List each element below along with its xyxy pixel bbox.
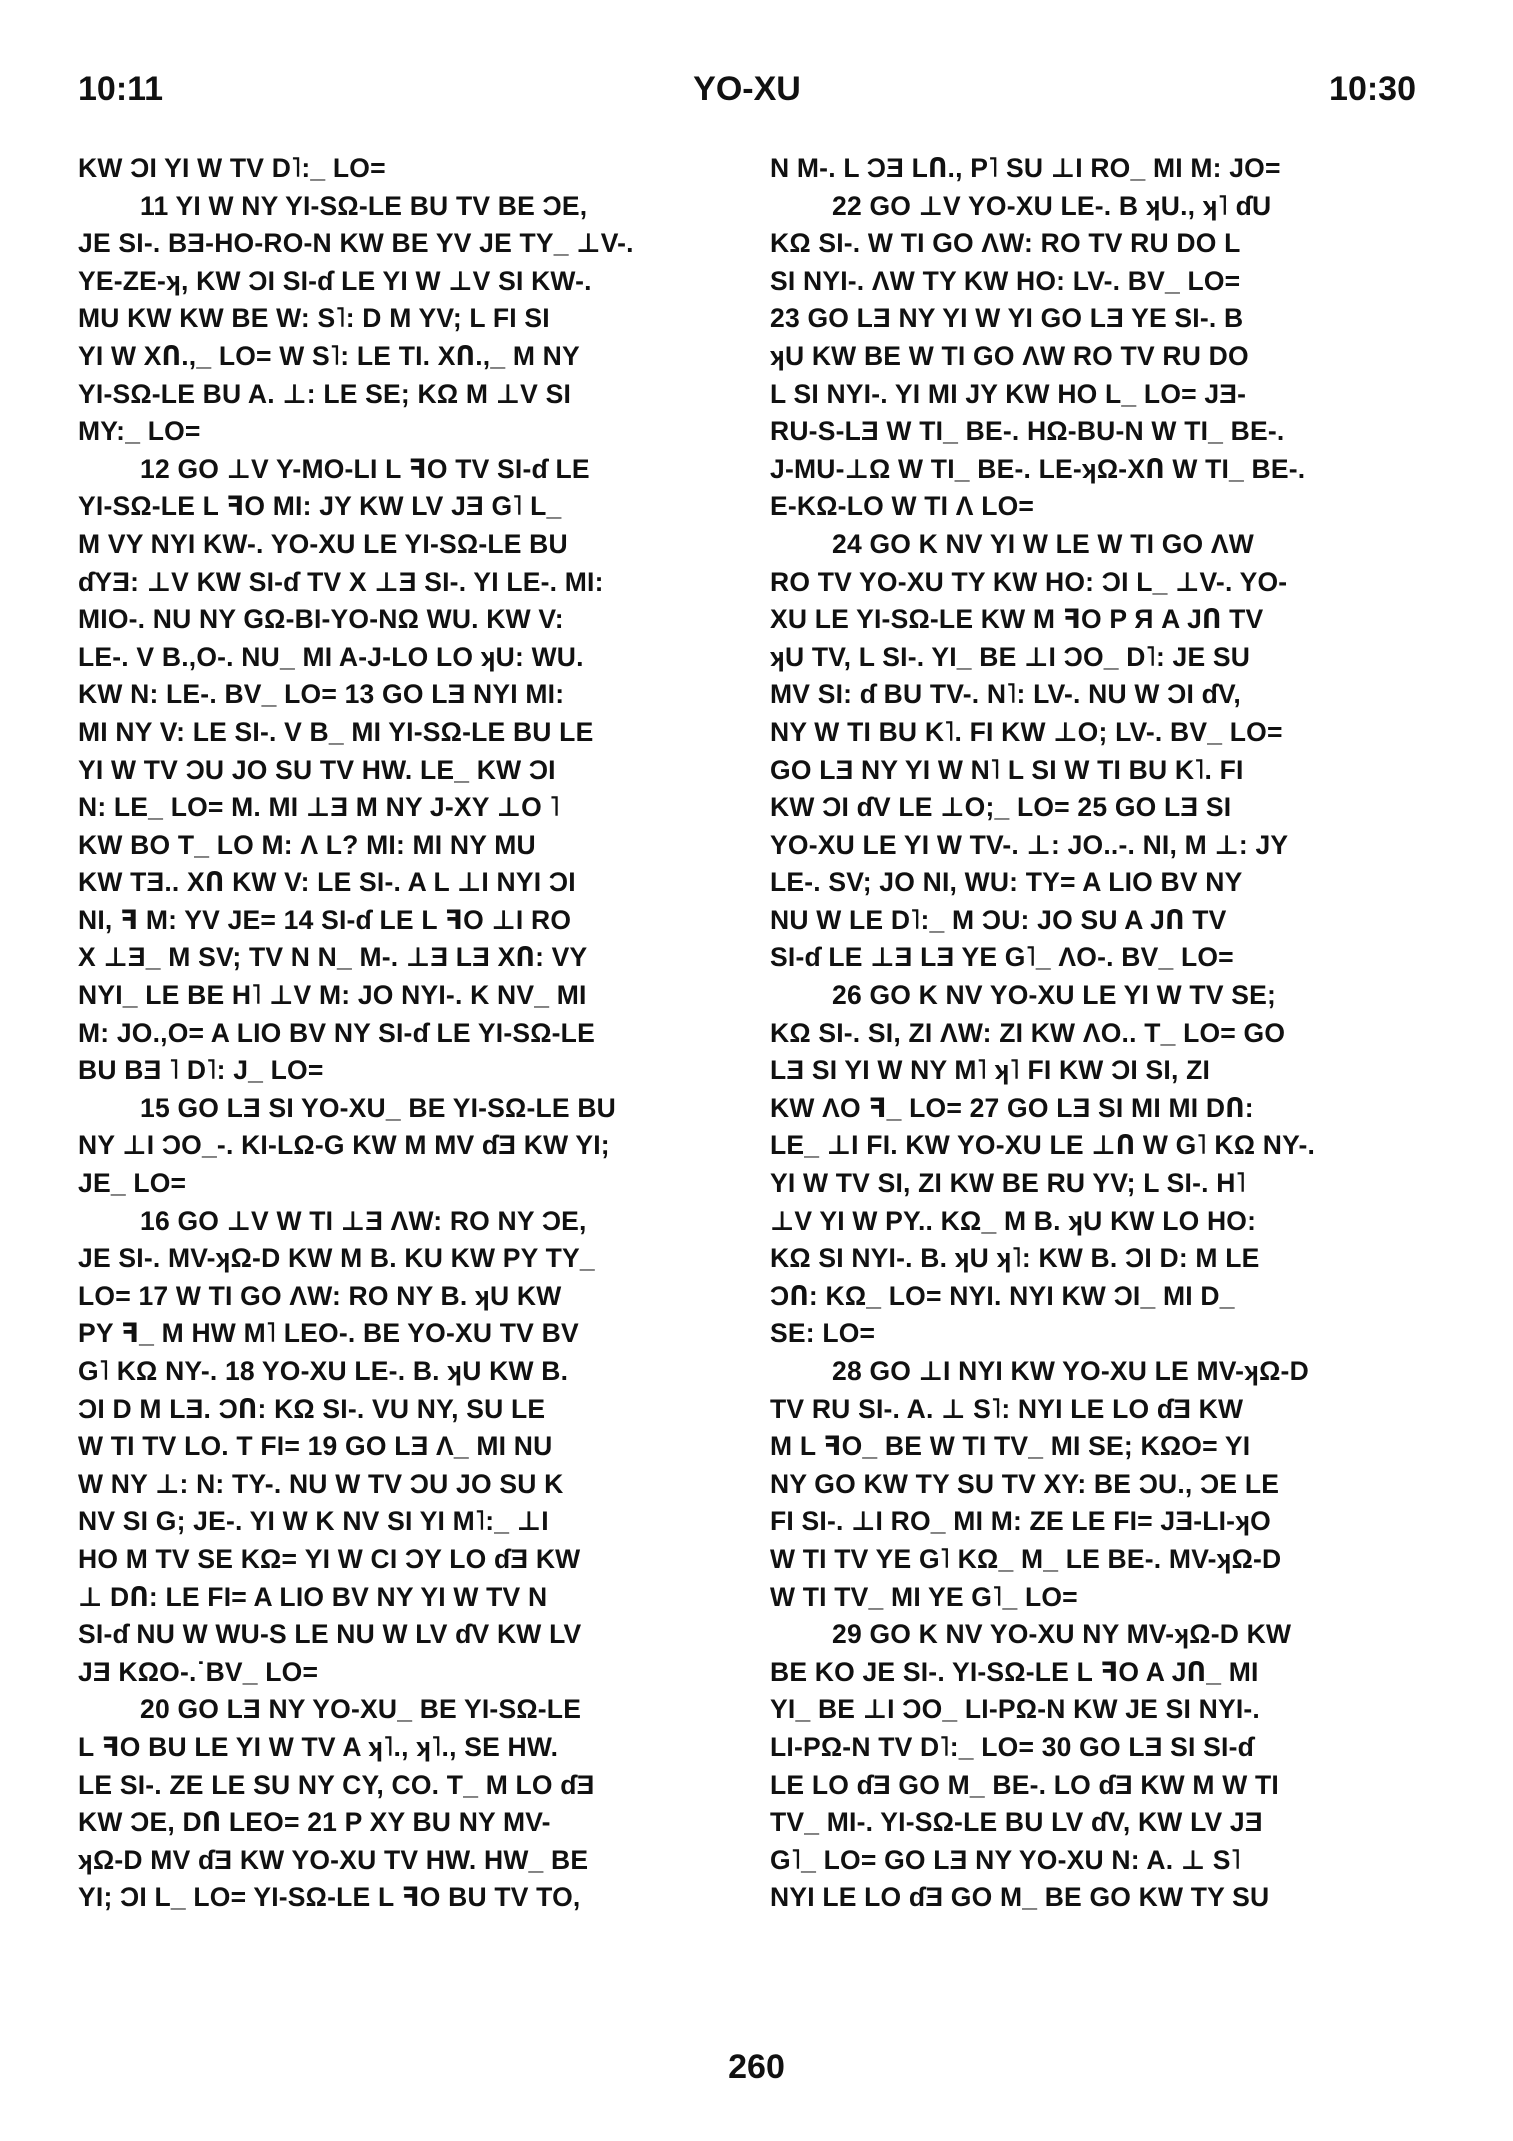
text-line: LO= 17 W TI GO ΛW: RO NY B. ʞU KW — [78, 1280, 562, 1311]
text-line: LE_ ⊥I FI. KW YO-XU LE ⊥Ո W G˥ KΩ NY-. — [770, 1130, 1316, 1161]
text-line: JE SI-. MV-ʞΩ-D KW M B. KU KW PY TY_ — [78, 1243, 595, 1274]
text-line: ⊥V YI W PY.. KΩ_ M B. ʞU KW LO HO: — [770, 1205, 1257, 1236]
text-line: G˥ KΩ NY-. 18 YO-XU LE-. B. ʞU KW B. — [78, 1356, 569, 1386]
text-line: KW BO T_ LO M: Λ L? MI: MI NY MU — [78, 829, 536, 860]
text-line: KΩ SI NYI-. B. ʞU ʞ˥: KW B. ƆI D: M LE — [770, 1243, 1260, 1274]
text-line: YI; ƆI L_ LO= YI-SΩ-LE L ꟻO BU TV TO, — [78, 1882, 581, 1913]
text-line: N M-. L ƆƎ LՈ., P˥ SU ⊥I RO_ MI M: JO= — [770, 153, 1281, 183]
text-line: NY GO KW TY SU TV XY: BE ƆU., ƆE LE — [770, 1468, 1280, 1499]
text-line: KW ƆE, DՈ LEO= 21 P XY BU NY MV- — [78, 1807, 551, 1838]
text-line: ʞΩ-D MV ɗƎ KW YO-XU TV HW. HW_ BE — [78, 1844, 589, 1875]
text-line: YE-ZE-ʞ, KW ƆI SI-ɗ LE YI W ⊥V SI KW-. — [78, 265, 592, 296]
text-line: KW ƆI YI W TV D˥:_ LO= — [78, 153, 386, 183]
text-line: RO TV YO-XU TY KW HO: ƆI L_ ⊥V-. YO- — [770, 566, 1288, 597]
text-line: LE SI-. ZE LE SU NY CY, CO. T_ M LO ɗƎ — [78, 1769, 595, 1800]
text-line: XU LE YI-SΩ-LE KW M ꟻO P Я A JՈ TV — [770, 604, 1264, 635]
text-line: MU KW KW BE W: S˥: D M YV; L FI SI — [78, 303, 550, 334]
left-text-column — [78, 150, 726, 1917]
text-line: ƆՈ: KΩ_ LO= NYI. NYI KW ƆI_ MI D_ — [770, 1280, 1235, 1311]
text-line: L ꟻO BU LE YI W TV A ʞ˥., ʞ˥., SE HW. — [78, 1731, 559, 1762]
text-line: MI NY V: LE SI-. V B_ MI YI-SΩ-LE BU LE — [78, 716, 594, 747]
text-line: SI NYI-. ΛW TY KW HO: LV-. BV_ LO= — [770, 265, 1241, 296]
text-line: KW ΛO ꟻ_ LO= 27 GO LƎ SI MI MI DՈ: — [770, 1092, 1254, 1123]
text-line: N: LE_ LO= M. MI ⊥Ǝ M NY J-XY ⊥O ˥ — [78, 792, 560, 823]
text-line: NI, ꟻ M: YV JE= 14 SI-ɗ LE L ꟻO ⊥I RO — [78, 904, 572, 935]
text-line: 24 GO K NV YI W LE W TI GO ΛW — [832, 528, 1254, 559]
text-line: BU BƎ ˥ D˥: J_ LO= — [78, 1055, 324, 1086]
text-line: L SI NYI-. YI MI JY KW HO L_ LO= JƎ- — [770, 378, 1247, 409]
text-line: ɗYƎ: ⊥V KW SI-ɗ TV X ⊥Ǝ SI-. YI LE-. MI: — [78, 566, 604, 597]
text-line: TV_ MI-. YI-SΩ-LE BU LV ɗV, KW LV JƎ — [770, 1807, 1263, 1838]
right-text-column — [770, 150, 1418, 1917]
text-line: YI W XՈ.,_ LO= W S˥: LE TI. XՈ.,_ M NY — [78, 340, 580, 371]
text-line: LE-. V B.,O-. NU_ MI A-J-LO LO ʞU: WU. — [78, 641, 584, 672]
text-line: NV SI G; JE-. YI W K NV SI YI M˥:_ ⊥I — [78, 1506, 549, 1537]
text-line: 22 GO ⊥V YO-XU LE-. B ʞU., ʞ˥ ɗU — [832, 190, 1272, 221]
text-line: 23 GO LƎ NY YI W YI GO LƎ YE SI-. B — [770, 303, 1244, 334]
text-line: X ⊥Ǝ_ M SV; TV N N_ M-. ⊥Ǝ LƎ XՈ: VY — [78, 942, 588, 973]
text-line: G˥_ LO= GO LƎ NY YO-XU N: A. ⊥ S˥ — [770, 1844, 1242, 1875]
text-line: W NY ⊥: N: TY-. NU W TV ƆU JO SU K — [78, 1468, 564, 1499]
text-line: W TI TV_ MI YE G˥_ LO= — [770, 1581, 1078, 1612]
text-line: ⊥ DՈ: LE FI= A LIO BV NY YI W TV N — [78, 1581, 548, 1612]
text-line: GO LƎ NY YI W N˥ L SI W TI BU K˥. FI — [770, 754, 1244, 785]
text-line: PY ꟻ_ M HW M˥ LEO-. BE YO-XU TV BV — [78, 1318, 579, 1349]
text-line: LƎ SI YI W NY M˥ ʞ˥ FI KW ƆI SI, ZI — [770, 1055, 1211, 1086]
text-line: NU W LE D˥:_ M ƆU: JO SU A JՈ TV — [770, 904, 1227, 935]
chapter-verse-end: 10:30 — [1329, 70, 1416, 108]
text-line: 12 GO ⊥V Y-MO-LI L ꟻO TV SI-ɗ LE — [140, 453, 590, 484]
text-line: J-MU-⊥Ω W TI_ BE-. LE-ʞΩ-XՈ W TI_ BE-. — [770, 453, 1306, 484]
text-line: 26 GO K NV YO-XU LE YI W TV SE; — [832, 980, 1277, 1011]
text-line: ƆI D M LƎ. ƆՈ: KΩ SI-. VU NY, SU LE — [78, 1393, 546, 1424]
text-line: JE SI-. BƎ-HO-RO-N KW BE YV JE TY_ ⊥V-. — [78, 228, 634, 259]
chapter-verse-start: 10:11 — [78, 70, 164, 108]
text-line: W TI TV YE G˥ KΩ_ M_ LE BE-. MV-ʞΩ-D — [770, 1543, 1282, 1574]
text-line: SE: LO= — [770, 1318, 876, 1349]
text-line: NY ⊥I ƆO_-. KI-LΩ-G KW M MV ɗƎ KW YI; — [78, 1130, 610, 1161]
text-line: YI_ BE ⊥I ƆO_ LI-PΩ-N KW JE SI NYI-. — [770, 1694, 1260, 1725]
text-line: M VY NYI KW-. YO-XU LE YI-SΩ-LE BU — [78, 528, 568, 559]
text-line: YO-XU LE YI W TV-. ⊥: JO..-. NI, M ⊥: JY — [770, 829, 1289, 860]
text-line: MY:_ LO= — [78, 416, 201, 447]
text-line: KW TƎ.. XՈ KW V: LE SI-. A L ⊥I NYI ƆI — [78, 867, 576, 898]
text-line: KΩ SI-. SI, ZI ΛW: ZI KW ΛO.. T_ LO= GO — [770, 1017, 1286, 1048]
text-line: MV SI: ɗ BU TV-. N˥: LV-. NU W ƆI ɗV, — [770, 679, 1241, 710]
text-line: YI-SΩ-LE L ꟻO MI: JY KW LV JƎ G˥ L_ — [78, 491, 562, 522]
text-line: 11 YI W NY YI-SΩ-LE BU TV BE ƆE, — [140, 190, 588, 221]
text-line: NY W TI BU K˥. FI KW ⊥O; LV-. BV_ LO= — [770, 716, 1283, 747]
text-line: KW ƆI ɗV LE ⊥O;_ LO= 25 GO LƎ SI — [770, 792, 1232, 823]
text-line: JE_ LO= — [78, 1168, 187, 1199]
text-line: E-KΩ-LO W TI Λ LO= — [770, 491, 1035, 522]
text-line: SI-ɗ NU W WU-S LE NU W LV ɗV KW LV — [78, 1619, 582, 1650]
text-line: TV RU SI-. A. ⊥ S˥: NYI LE LO ɗƎ KW — [770, 1393, 1244, 1424]
text-line: KΩ SI-. W TI GO ΛW: RO TV RU DO L — [770, 228, 1241, 259]
text-line: FI SI-. ⊥I RO_ MI M: ZE LE FI= JƎ-LI-ʞO — [770, 1506, 1271, 1537]
text-line: YI-SΩ-LE BU A. ⊥: LE SE; KΩ M ⊥V SI — [78, 378, 572, 409]
text-line: BE KO JE SI-. YI-SΩ-LE L ꟻO A JՈ_ MI — [770, 1656, 1259, 1687]
text-line: JƎ KΩO-.˙BV_ LO= — [78, 1656, 319, 1687]
text-line: KW N: LE-. BV_ LO= 13 GO LƎ NYI MI: — [78, 679, 565, 710]
text-line: LI-PΩ-N TV D˥:_ LO= 30 GO LƎ SI SI-ɗ — [770, 1731, 1254, 1762]
text-line: M L ꟻO_ BE W TI TV_ MI SE; KΩO= YI — [770, 1431, 1251, 1462]
text-line: 28 GO ⊥I NYI KW YO-XU LE MV-ʞΩ-D — [832, 1356, 1309, 1386]
text-line: 20 GO LƎ NY YO-XU_ BE YI-SΩ-LE — [140, 1694, 582, 1725]
page-header — [78, 70, 1416, 120]
text-line: MIO-. NU NY GΩ-BI-YO-NΩ WU. KW V: — [78, 604, 564, 635]
text-line: SI-ɗ LE ⊥Ǝ LƎ YE G˥_ ΛO-. BV_ LO= — [770, 942, 1234, 973]
text-line: ʞU TV, L SI-. YI_ BE ⊥I ƆO_ D˥: JE SU — [770, 641, 1251, 672]
text-line: 29 GO K NV YO-XU NY MV-ʞΩ-D KW — [832, 1619, 1292, 1650]
text-line: YI W TV ƆU JO SU TV HW. LE_ KW ƆI — [78, 754, 556, 785]
text-line: LE-. SV; JO NI, WU: TY= A LIO BV NY — [770, 867, 1243, 898]
text-line: NYI_ LE BE H˥ ⊥V M: JO NYI-. K NV_ MI — [78, 980, 587, 1011]
text-line: M: JO.,O= A LIO BV NY SI-ɗ LE YI-SΩ-LE — [78, 1017, 595, 1048]
text-line: RU-S-LƎ W TI_ BE-. HΩ-BU-N W TI_ BE-. — [770, 416, 1285, 447]
text-line: HO M TV SE KΩ= YI W CI ƆY LO ɗƎ KW — [78, 1543, 581, 1574]
text-line: 16 GO ⊥V W TI ⊥Ǝ ΛW: RO NY ƆE, — [140, 1205, 587, 1236]
text-line: ʞU KW BE W TI GO ΛW RO TV RU DO — [770, 340, 1249, 371]
text-line: NYI LE LO ɗƎ GO M_ BE GO KW TY SU — [770, 1882, 1270, 1913]
page-number: 260 — [728, 2048, 785, 2086]
text-line: W TI TV LO. T FI= 19 GO LƎ Λ_ MI NU — [78, 1431, 553, 1462]
text-line: 15 GO LƎ SI YO-XU_ BE YI-SΩ-LE BU — [140, 1092, 617, 1123]
text-line: YI W TV SI, ZI KW BE RU YV; L SI-. H˥ — [770, 1168, 1246, 1199]
page-title: YO-XU — [693, 70, 801, 108]
text-line: LE LO ɗƎ GO M_ BE-. LO ɗƎ KW M W TI — [770, 1769, 1279, 1800]
